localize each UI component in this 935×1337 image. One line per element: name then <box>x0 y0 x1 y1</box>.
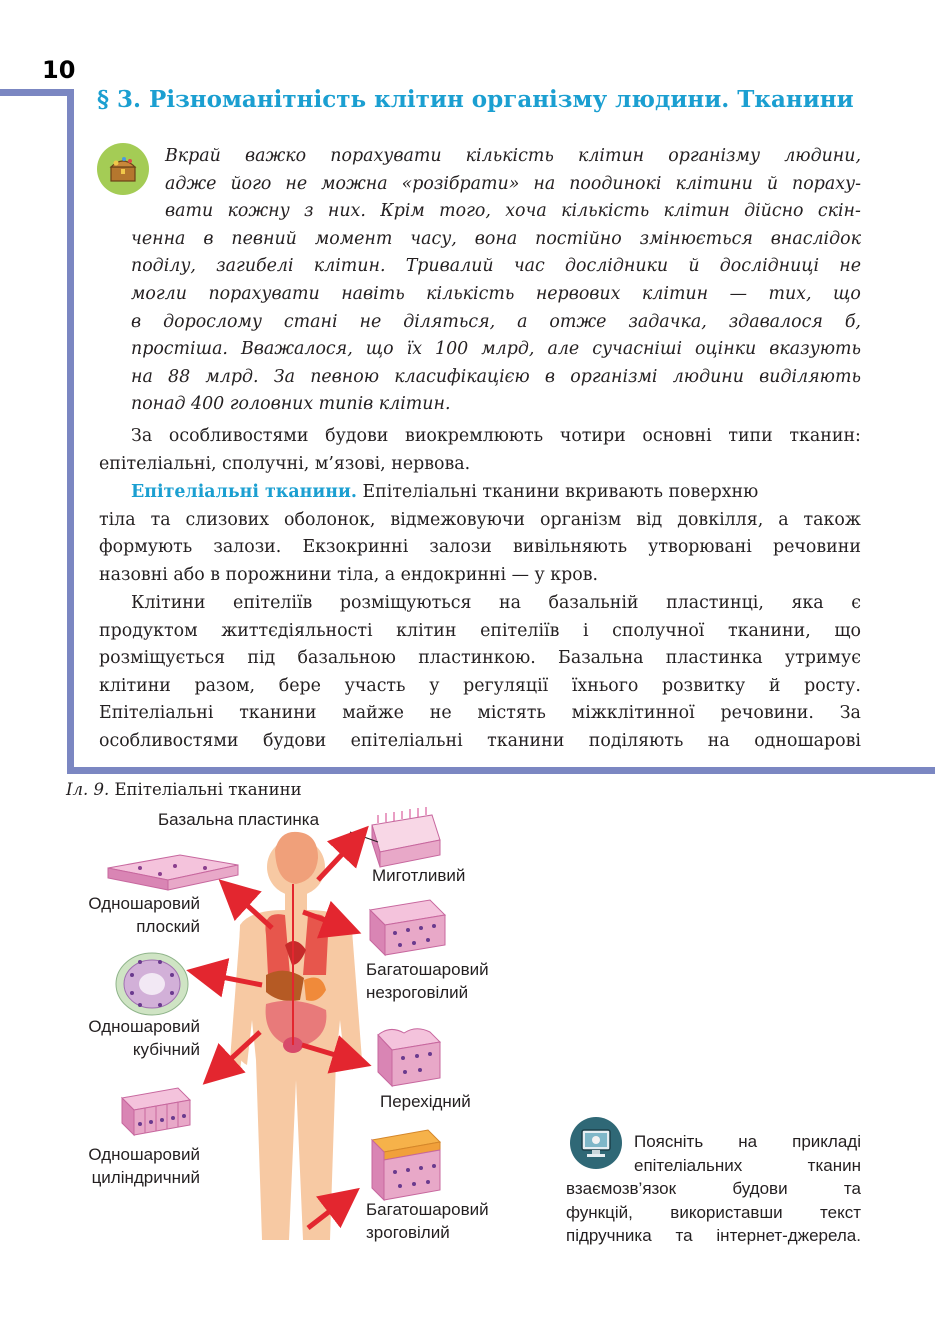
word: пластинці, <box>666 593 764 613</box>
task-line <box>566 1201 861 1225</box>
word: тіла <box>99 509 136 530</box>
word: речовини <box>773 537 861 558</box>
word: кількість <box>426 283 515 304</box>
word: Вкрай <box>165 146 221 166</box>
word: загибелі <box>216 256 294 277</box>
label-simple-squamous <box>40 892 200 938</box>
word: можна <box>321 173 388 194</box>
word: бере <box>278 675 321 696</box>
tissue-cylindrical <box>122 1088 190 1135</box>
word: розміщується <box>99 648 226 669</box>
word: відмежовуючи <box>390 509 526 530</box>
word: епітеліїв <box>233 593 313 613</box>
text-line: назовні або в порожнини тіла, а ендокринні — у кров. <box>99 564 599 585</box>
word: одношарові <box>754 730 861 751</box>
word: певною <box>310 366 380 387</box>
word: чотири <box>559 426 626 446</box>
word: та <box>675 1226 693 1245</box>
word: підручника <box>566 1226 652 1245</box>
word: взаємозв’язок <box>566 1179 677 1198</box>
word: текст <box>820 1202 861 1222</box>
text-line <box>99 534 861 562</box>
word: 100 <box>435 339 469 360</box>
word: отже <box>549 311 607 332</box>
label-line: незроговілий <box>366 983 469 1002</box>
task-line <box>566 1154 861 1178</box>
text-line <box>99 590 861 618</box>
section-title: § 3. Різноманітність клітин організму людини. Тканини <box>97 86 854 113</box>
word: поділяють <box>588 730 684 751</box>
word: людини, <box>784 146 861 166</box>
word: Базальна <box>558 648 644 669</box>
label-line: Одношаровий <box>88 894 200 913</box>
task-line <box>566 1224 861 1248</box>
word: також <box>803 509 861 530</box>
text-line <box>99 507 861 535</box>
label-line: зроговілий <box>366 1223 450 1242</box>
text-line <box>99 700 861 728</box>
figure-caption <box>66 780 302 799</box>
word: розвитку <box>662 675 746 696</box>
word: разом, <box>194 675 256 696</box>
word: кожну <box>227 201 290 222</box>
word: того, <box>439 201 491 222</box>
word: порахувати <box>208 283 320 304</box>
word: залози <box>429 537 492 558</box>
word: скін- <box>817 201 861 222</box>
word: а <box>517 311 528 332</box>
word: діляться, <box>403 311 496 332</box>
word: їхнього <box>571 675 639 696</box>
text-line <box>99 226 861 254</box>
word: утримує <box>784 648 861 669</box>
word: інтернет-джерела. <box>716 1226 861 1245</box>
word: в <box>544 366 556 387</box>
tissue-flat <box>108 855 238 890</box>
tissue-types-paragraph <box>99 423 861 478</box>
word: слизових <box>185 509 270 530</box>
word: епітеліальних <box>634 1155 743 1175</box>
word: пластинкою. <box>418 648 536 669</box>
text-line <box>99 281 861 309</box>
word: базальною <box>297 648 396 669</box>
word: клітин <box>577 146 645 166</box>
word: будови <box>262 730 327 751</box>
text-line <box>99 309 861 337</box>
word: клітин. <box>313 256 386 277</box>
label-stratified-nonkeratinized <box>366 958 489 1004</box>
tissue-ciliated <box>372 807 440 867</box>
word: тканин <box>807 1155 861 1175</box>
word: важко <box>245 146 307 166</box>
word: тканин: <box>789 426 861 446</box>
word: їх <box>406 339 423 360</box>
text-line <box>99 728 861 756</box>
text-line <box>99 171 861 199</box>
word: що <box>365 339 394 360</box>
epithelial-term: Епітеліальні тканини. <box>131 482 357 502</box>
word: сполучної <box>612 620 705 641</box>
word: Екзокринні <box>302 537 409 558</box>
word: та <box>843 1179 861 1198</box>
epithelial-paragraph <box>99 479 861 589</box>
text-line <box>99 645 861 673</box>
word: них. <box>327 201 366 222</box>
word: а <box>778 509 789 530</box>
text-line <box>99 364 861 392</box>
word: б, <box>844 311 861 332</box>
label-line: Багатошаровий <box>366 1200 489 1219</box>
word: поодинокі <box>569 173 662 194</box>
word: внаслідок <box>770 228 861 249</box>
word: класифікацією <box>394 366 530 387</box>
text-line <box>99 673 861 701</box>
word: клітини <box>99 675 171 696</box>
word: й <box>768 675 781 696</box>
word: міжклітинної <box>571 703 695 724</box>
word: порахувати <box>330 146 442 166</box>
word: будови <box>325 426 389 446</box>
word: адже <box>165 173 217 194</box>
word: задачка, <box>628 311 707 332</box>
label-line: Одношаровий <box>88 1145 200 1164</box>
text-line: понад 400 головних типів клітин. <box>131 394 451 415</box>
word: епітеліїв <box>480 620 560 641</box>
word: нервових <box>535 283 621 304</box>
word: «розібрати» <box>401 173 520 194</box>
word: сучасніші <box>592 339 683 360</box>
word: час <box>513 256 545 277</box>
label-line: Одношаровий <box>88 1017 200 1036</box>
word: оцінки <box>695 339 757 360</box>
word: певний <box>231 228 297 249</box>
word: в <box>203 228 214 249</box>
frame-bottom-bar <box>67 767 935 774</box>
word: Клітини <box>131 593 206 613</box>
word: виокремлюють <box>405 426 544 446</box>
word: здавалося <box>728 311 823 332</box>
task-text <box>566 1130 861 1248</box>
word: на <box>533 173 556 194</box>
word: вивільняють <box>513 537 628 558</box>
word: не <box>839 256 861 277</box>
label-simple-cuboidal <box>40 1015 200 1061</box>
word: утворювані <box>648 537 752 558</box>
text-line: епітеліальні, сполучні, м’язові, нервова. <box>99 453 471 474</box>
word: постійно <box>535 228 622 249</box>
label-line: Багатошаровий <box>366 960 489 979</box>
word: не <box>429 703 452 724</box>
tissue-cubic <box>116 953 188 1015</box>
word: залози. <box>213 537 282 558</box>
arrow-ciliated <box>318 833 362 880</box>
word: 88 <box>168 366 191 387</box>
word: організм <box>539 509 622 530</box>
word: клітин <box>641 283 709 304</box>
word: вказують <box>769 339 861 360</box>
word: регуляції <box>463 675 549 696</box>
word: стані <box>283 311 338 332</box>
word: його <box>230 173 272 194</box>
word: тканини <box>487 730 565 751</box>
word: простіша. <box>131 339 228 360</box>
cells-paragraph <box>99 590 861 756</box>
word: момент <box>314 228 393 249</box>
word: не <box>285 173 308 194</box>
word: базальній <box>548 593 639 613</box>
word: використавши <box>670 1202 783 1222</box>
word: у <box>429 675 440 696</box>
label-line: плоский <box>136 917 200 936</box>
word: від <box>636 509 663 530</box>
word: вати <box>165 201 214 222</box>
word: участь <box>344 675 406 696</box>
word: й <box>766 173 779 194</box>
word: основні <box>642 426 712 446</box>
caption-text: Епітеліальні тканини <box>109 780 302 799</box>
word: Вважалося, <box>240 339 353 360</box>
word: будови <box>732 1179 788 1198</box>
word: кількість <box>465 146 554 166</box>
word: в <box>131 311 142 332</box>
word: росту. <box>804 675 861 696</box>
caption-prefix: Іл. 9. <box>66 780 110 799</box>
label-line: кубічний <box>132 1040 200 1059</box>
word: дійсно <box>744 201 804 222</box>
word: продуктом <box>99 620 198 641</box>
word: Тривалий <box>405 256 494 277</box>
word: млрд. <box>205 366 259 387</box>
word: змінюється <box>639 228 753 249</box>
word: речовини. <box>720 703 814 724</box>
word: Епітеліальні <box>99 703 214 724</box>
word: є <box>851 593 861 613</box>
text-line <box>99 479 861 507</box>
word: тканини, <box>727 620 811 641</box>
word: тих, <box>768 283 812 304</box>
word: і <box>583 620 589 641</box>
word: на <box>707 730 730 751</box>
word: Крім <box>380 201 425 222</box>
tissue-transitional <box>378 1029 440 1086</box>
text-line <box>99 143 861 171</box>
word: клітин <box>396 620 457 641</box>
word: на <box>499 593 521 613</box>
word: прикладі <box>792 1132 861 1151</box>
frame-top-bar <box>0 89 74 96</box>
word: людини <box>672 366 744 387</box>
word: пластинка <box>665 648 763 669</box>
word: довкілля, <box>677 509 764 530</box>
word: дослідники <box>564 256 669 277</box>
label-ciliated: Миготливий <box>372 866 466 885</box>
word: могли <box>131 283 187 304</box>
word: та <box>150 509 171 530</box>
word: клітин <box>663 201 730 222</box>
page-number: 10 <box>42 56 76 84</box>
text-span: Епітеліальні тканини вкривають поверхню <box>356 482 759 502</box>
task-line <box>566 1130 861 1154</box>
word: кількість <box>561 201 650 222</box>
word: й <box>688 256 700 277</box>
word: але <box>547 339 580 360</box>
word: функцій, <box>566 1202 633 1222</box>
text-line <box>99 336 861 364</box>
word: виділяють <box>759 366 861 387</box>
word: на <box>738 1132 758 1151</box>
word: організмі <box>570 366 658 387</box>
word: дорослому <box>163 311 262 332</box>
word: навіть <box>341 283 405 304</box>
word: клітини <box>675 173 753 194</box>
text-line <box>99 198 861 226</box>
text-line <box>99 618 861 646</box>
word: дослідниці <box>719 256 820 277</box>
word: оболонок, <box>284 509 376 530</box>
word: типи <box>728 426 773 446</box>
word: ченна <box>131 228 186 249</box>
word: вона <box>474 228 518 249</box>
word: хоча <box>505 201 547 222</box>
word: містять <box>477 703 546 724</box>
word: млрд, <box>481 339 535 360</box>
word: життєдіяльності <box>221 620 373 641</box>
word: особливостями <box>99 730 239 751</box>
word: тканини <box>239 703 317 724</box>
intro-paragraph <box>99 143 861 419</box>
word: — <box>729 283 747 304</box>
text-line <box>99 423 861 451</box>
word: з <box>304 201 314 222</box>
frame-left-bar <box>67 89 74 773</box>
word: організму <box>668 146 761 166</box>
word: особливостями <box>168 426 309 446</box>
text-line <box>99 253 861 281</box>
label-simple-columnar <box>40 1143 200 1189</box>
word: під <box>247 648 276 669</box>
word: Поясніть <box>634 1132 704 1151</box>
task-line <box>566 1177 861 1201</box>
word: не <box>359 311 382 332</box>
word: майже <box>342 703 404 724</box>
word: що <box>834 620 861 641</box>
word: розміщуються <box>339 593 472 613</box>
word: формують <box>99 537 193 558</box>
word: часу, <box>410 228 457 249</box>
word: яка <box>791 593 824 613</box>
tissue-stratified-keratinized <box>372 1130 440 1200</box>
word: на <box>131 366 153 387</box>
word: За <box>273 366 295 387</box>
word: поділу, <box>131 256 196 277</box>
human-body <box>230 832 362 1240</box>
label-stratified-keratinized <box>366 1198 489 1244</box>
label-line: циліндричний <box>91 1168 200 1187</box>
word: За <box>131 426 153 446</box>
word: За <box>839 703 861 724</box>
word: що <box>833 283 861 304</box>
label-basal-lamina: Базальна пластинка <box>158 810 320 829</box>
word: пораху- <box>792 173 861 194</box>
word: епітеліальні <box>350 730 463 751</box>
label-transitional: Перехідний <box>380 1092 471 1111</box>
tissue-stratified-nonkeratinized <box>370 900 445 955</box>
